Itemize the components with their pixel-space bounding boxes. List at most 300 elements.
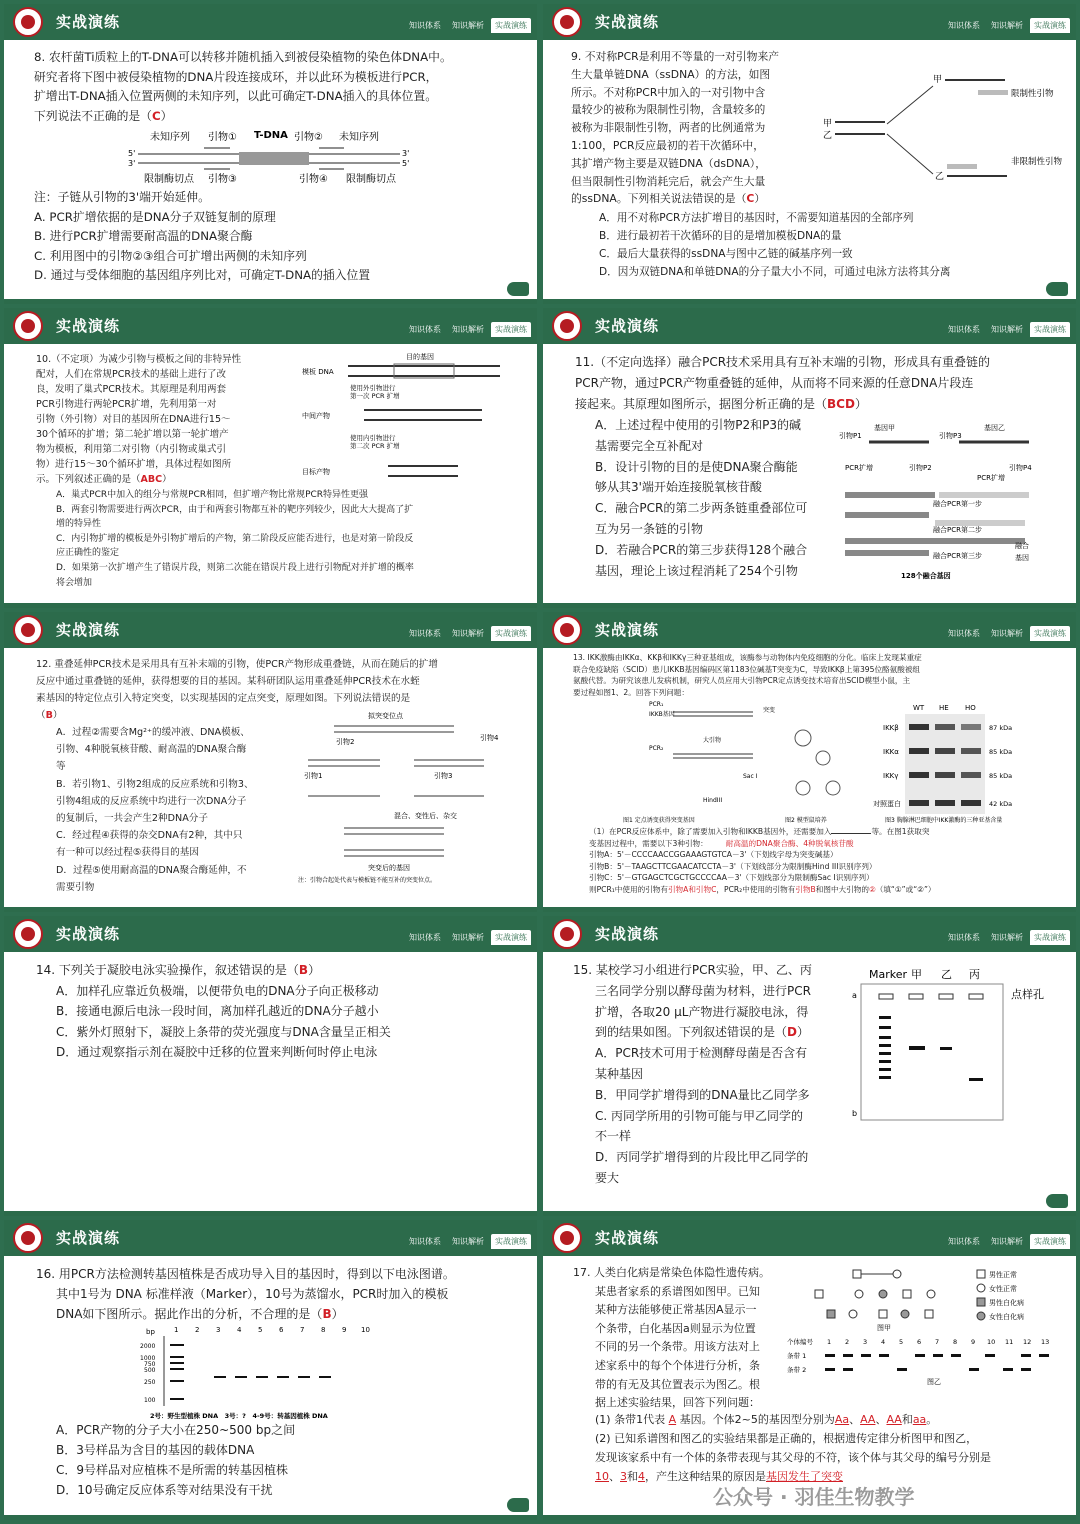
- label: 融合: [1015, 542, 1029, 550]
- tab-practice[interactable]: 实战演练: [491, 1234, 531, 1249]
- lane-number: 7: [300, 1326, 305, 1334]
- label: 目标产物: [302, 468, 330, 476]
- question-text: 30个循环的扩增；第二轮扩增以第一轮扩增产: [36, 429, 229, 440]
- question-text: 研究者将下图中被侵染植物的DNA片段连接成环，并以此环为模板进行PCR，: [34, 69, 438, 84]
- asymmetric-pcr-diagram: [823, 64, 1068, 194]
- school-logo: [552, 1223, 582, 1253]
- tab-knowledge-system[interactable]: 知识体系: [948, 1237, 980, 1246]
- slide-title: 实战演练: [56, 317, 121, 335]
- slide-q14: [4, 916, 537, 1216]
- label: 引物③: [208, 174, 237, 185]
- label: 目的基因: [406, 353, 434, 361]
- tdna-diagram: [124, 126, 424, 186]
- lane-number: 4: [237, 1326, 242, 1334]
- label: 乙: [823, 131, 833, 141]
- options: [56, 1420, 523, 1500]
- slide-q15: [543, 916, 1076, 1216]
- label: 拟突变位点: [368, 712, 403, 720]
- question-text: 述家系中的每个个体进行分析，条: [595, 1358, 760, 1372]
- label: 5': [128, 149, 136, 158]
- option-b: 的复制后，一共会产生2种DNA分子: [56, 813, 208, 825]
- tab-practice[interactable]: 实战演练: [1030, 1234, 1070, 1249]
- caption: 图3 胸腺淋巴细胞中IKK激酶的三种亚基含量: [885, 817, 1003, 824]
- label: 限制酶切点: [346, 174, 396, 185]
- question-text: 配对，人们在常规PCR技术的基础上进行了改: [36, 369, 226, 380]
- label: T-DNA: [254, 130, 288, 141]
- note: 注：子链从引物的3'端开始延伸。: [34, 190, 210, 204]
- next-pointer-icon[interactable]: [1046, 282, 1068, 296]
- label: 非限制性引物: [1011, 157, 1063, 167]
- label: 引物3: [434, 772, 453, 780]
- label: HE: [939, 704, 949, 712]
- individual-number: 1: [827, 1338, 832, 1346]
- option-a: A．过程②需要含Mg²⁺的缓冲液、DNA模板、: [56, 727, 250, 738]
- tab-practice[interactable]: 实战演练: [491, 626, 531, 641]
- label: PCR扩增: [977, 474, 1005, 482]
- label: 42 kDa: [989, 800, 1013, 808]
- individual-number: 11: [1005, 1338, 1014, 1346]
- option-b: B．3号样品为含目的基因的载体DNA: [56, 1443, 255, 1457]
- label: 注：引物合起处代表与模板链不能互补的突变位点。: [298, 877, 437, 884]
- option-a: 等: [56, 761, 66, 773]
- label: 丙: [969, 968, 980, 981]
- marker-size: 750: [144, 1361, 156, 1368]
- question-body: [573, 652, 1062, 698]
- paren: ）: [331, 1307, 344, 1321]
- tab-knowledge-analysis[interactable]: 知识解析: [452, 933, 484, 942]
- label: 引物④: [299, 174, 328, 185]
- label: 基因甲: [874, 424, 895, 432]
- label: 混合、变性后、杂交: [394, 812, 457, 820]
- slide-title: 实战演练: [56, 925, 121, 943]
- option-a: 某种基因: [595, 1066, 644, 1081]
- separator: 、: [875, 1413, 887, 1426]
- question-text: 带的有无及其位置表示为图乙。根: [595, 1377, 760, 1391]
- slide-q16: [4, 1220, 537, 1520]
- option-a: A．巢式PCR中加入的组分与常规PCR相同，但扩增产物比常规PCR特异性更强: [56, 490, 369, 500]
- slide-title: 实战演练: [595, 925, 660, 943]
- option-c: 有一种可以经过程⑤获得目的基因: [56, 847, 199, 859]
- option-c: C．内引物扩增的模板是外引物扩增后的产物，第二阶段反应能否进行，也是对第一阶段反: [56, 533, 414, 544]
- question-text: 14. 下列关于凝胶电泳实验操作，叙述错误的是（: [36, 963, 299, 977]
- label: 图甲: [877, 1324, 891, 1332]
- sub-questions: [589, 826, 1062, 896]
- label: IKKα: [883, 748, 899, 756]
- overlap-extension-diagram: [294, 710, 530, 886]
- tab-practice[interactable]: 实战演练: [491, 18, 531, 33]
- label: 引物P1: [839, 432, 862, 440]
- option-a: A．用不对称PCR方法扩增目的基因时，不需要知道基因的全部序列: [599, 212, 914, 224]
- individual-number: 13: [1041, 1338, 1050, 1346]
- slide-header: [543, 1220, 1076, 1256]
- question-text: 则PCR₁中使用的引物有: [589, 884, 668, 894]
- option-b: B．接通电源后电泳一段时间，离加样孔越近的DNA分子越小: [56, 1004, 379, 1019]
- slide-header: [543, 916, 1076, 952]
- question-text: 某患者家系的系谱图如图甲。已知: [595, 1284, 760, 1298]
- option-b: B．两套引物需要进行两次PCR，由于和两套引物都互补的靶序列较少，因此大大提高了扩: [56, 504, 414, 515]
- marker-size: 100: [144, 1397, 156, 1404]
- legend-label: 女性白化病: [989, 1313, 1024, 1321]
- answer: C: [746, 192, 755, 206]
- slide-title: 实战演练: [595, 13, 660, 31]
- tab-knowledge-analysis[interactable]: 知识解析: [452, 21, 484, 30]
- option-c: C．紫外灯照射下，凝胶上条带的荧光强度与DNA含量呈正相关: [56, 1024, 391, 1039]
- slide-header: [4, 1220, 537, 1256]
- separator: 和: [901, 1413, 913, 1426]
- answer: Aa: [834, 1413, 850, 1426]
- answer: C: [151, 108, 161, 123]
- separator: 、: [609, 1470, 620, 1483]
- paren: ）: [162, 474, 172, 485]
- label: 第一次 PCR 扩增: [350, 392, 400, 400]
- option-b: 够从其3'端开始连接脱氧核苷酸: [595, 480, 762, 495]
- question-text: 扩增出T-DNA插入位置两侧的未知序列，以此可确定T-DNA插入的具体位置。: [34, 89, 438, 103]
- paren: ）: [796, 1025, 809, 1040]
- question-body: [573, 960, 843, 1189]
- question-body: 12. 重叠延伸PCR技术是采用具有互补末端的引物，使PCR产物形成重叠链，从而在随后的扩增 反应中通过重叠链的延伸，获得想要的目的基因。某科研团队运用重叠延伸PCR技术在水蛭 素基因的特定位点引入特定突变，以实现基因的定点突变，原理如图。下列说法错误的是 （B）: [36, 656, 523, 724]
- question-text: 物）进行15～30个循环扩增，具体过程如图所: [36, 459, 232, 470]
- question-body: [573, 1264, 813, 1413]
- option-a: A．上述过程中使用的引物P2和P3的碱: [595, 418, 801, 432]
- tdna-segment: [239, 152, 309, 165]
- primer-a: 引物A：5'－CCCCAACCGGAAAGTGTCA－3'（下划线字母为突变碱基）: [589, 850, 838, 860]
- slide-title: 实战演练: [595, 1229, 660, 1247]
- slide-title: 实战演练: [56, 1229, 121, 1247]
- label: b: [852, 1109, 858, 1118]
- slide-header: [4, 308, 537, 344]
- tab-practice[interactable]: 实战演练: [491, 322, 531, 337]
- question-text: 氨酸代替。为研究该患儿发病机制，研究人员应用大引物PCR定点诱变技术培育出SCID模型小鼠，主: [573, 676, 911, 686]
- slide-header: [4, 916, 537, 952]
- marker-size: 250: [144, 1379, 156, 1386]
- answer: 耐高温的DNA聚合酶、4种脱氧核苷酸: [725, 838, 854, 848]
- tab-knowledge-analysis[interactable]: 知识解析: [452, 629, 484, 638]
- school-logo: [13, 1223, 43, 1253]
- options: [56, 488, 523, 590]
- school-logo: [13, 7, 43, 37]
- answer: ABC: [140, 474, 163, 485]
- label: 87 kDa: [989, 724, 1013, 732]
- caption: 图1 定点诱变获得突变基因: [623, 817, 695, 824]
- option-c: C．融合PCR的第二步两条链重叠部位可: [595, 501, 808, 516]
- slide-q10: [4, 308, 537, 608]
- individual-number: 10: [987, 1338, 996, 1346]
- label: 乙: [935, 172, 945, 182]
- gel-ladder-figure: [140, 1324, 400, 1420]
- individual-number: 7: [935, 1338, 940, 1346]
- tab-practice[interactable]: 实战演练: [1030, 930, 1070, 945]
- option-b: 引物4组成的反应系统中均进行一次DNA分子: [56, 795, 247, 807]
- label: 甲: [823, 119, 833, 129]
- tab-knowledge-system[interactable]: 知识体系: [948, 21, 980, 30]
- paren: ）: [754, 192, 766, 206]
- label: 引物①: [208, 132, 237, 143]
- options: [599, 209, 1062, 281]
- question-text: ，产生这种结果的原因是: [645, 1470, 766, 1483]
- question-text: 11.（不定向选择）融合PCR技术采用具有互补末端的引物，形成具有重叠链的: [575, 355, 991, 369]
- next-pointer-icon[interactable]: [507, 1498, 529, 1512]
- slide-q12: [4, 612, 537, 912]
- question-body: [571, 48, 826, 208]
- individual-number: 12: [1023, 1338, 1032, 1346]
- option-c: C．经过程④获得的杂交DNA有2种，其中只: [56, 830, 243, 842]
- label: 基因: [1015, 554, 1029, 562]
- school-logo: [552, 919, 582, 949]
- options: [595, 415, 835, 581]
- paren: ）: [160, 108, 173, 123]
- option-a: A．PCR技术可用于检测酵母菌是否含有: [595, 1046, 808, 1061]
- next-pointer-icon[interactable]: [507, 282, 529, 296]
- option-c: C. 利用图中的引物②③组合可扩增出两侧的未知序列: [34, 248, 307, 263]
- paren: ）: [854, 397, 867, 411]
- label: HindIII: [703, 797, 723, 804]
- option-b: B．进行最初若干次循环的目的是增加模板DNA的量: [599, 230, 842, 242]
- label: Marker: [869, 968, 908, 981]
- tab-knowledge-analysis[interactable]: 知识解析: [991, 325, 1023, 334]
- question-text: 其中1号为 DNA 标准样液（Marker），10号为蒸馏水，PCR时加入的模板: [56, 1287, 449, 1301]
- primer-b: 引物B：5'－TAAGCTTCGAACATCCTA－3'（下划线部分为限制酶Hind III识别序列）: [589, 861, 877, 871]
- answer: AA: [860, 1413, 876, 1426]
- question-text: 反应中通过重叠链的延伸，获得想要的目的基因。某科研团队运用重叠延伸PCR技术在水蛭: [36, 676, 420, 687]
- slide-title: 实战演练: [56, 621, 121, 639]
- option-b: B．若引物1、引物2组成的反应系统和引物3、: [56, 778, 254, 790]
- label: 乙: [941, 968, 952, 981]
- legend-label: 男性白化病: [989, 1299, 1024, 1307]
- slide-header: [543, 612, 1076, 648]
- option-a: A. PCR扩增依据的是DNA分子双链复制的原理: [34, 209, 276, 224]
- label: a: [852, 991, 857, 1000]
- label: 第二次 PCR 扩增: [350, 442, 400, 450]
- answer: A: [668, 1413, 677, 1426]
- question-text: 发现该家系中有一个体的条带表现与其父母的不符，该个体与其父母的编号分别是: [595, 1451, 991, 1464]
- question-text: 16. 用PCR方法检测转基因植株是否成功导入目的基因时，得到以下电泳图谱。: [36, 1267, 455, 1281]
- lane-number: 8: [321, 1326, 326, 1334]
- slide-q17: [543, 1220, 1076, 1520]
- answer: B: [322, 1307, 332, 1321]
- wechat-watermark: 公众号 · 羽佳生物教学: [713, 1485, 915, 1509]
- next-pointer-icon[interactable]: [1046, 1194, 1068, 1208]
- label: 未知序列: [339, 132, 379, 143]
- marker-size: 1000: [140, 1355, 156, 1362]
- option-a: 基需要完全互补配对: [595, 438, 704, 453]
- label: 中间产物: [302, 412, 330, 420]
- individual-number: 5: [899, 1338, 904, 1346]
- lane-number: 9: [342, 1326, 347, 1334]
- option-c: C．9号样品对应植株不是所需的转基因植株: [56, 1463, 289, 1477]
- label: 甲: [933, 75, 943, 85]
- question-text: 变基因过程中，需要以下3种引物：: [589, 838, 708, 848]
- question-text: 量较少的被称为限制性引物，含量较多的: [571, 103, 766, 117]
- tab-practice[interactable]: 实战演练: [1030, 626, 1070, 641]
- question-text: 但当限制性引物消耗完后，就会产生大量: [571, 174, 766, 188]
- answer: 3: [620, 1470, 627, 1483]
- question-text: 12. 重叠延伸PCR技术是采用具有互补末端的引物，使PCR产物形成重叠链，从而在随后的扩增: [36, 659, 438, 670]
- tab-practice[interactable]: 实战演练: [1030, 18, 1070, 33]
- option-b: B．设计引物的目的是使DNA聚合酶能: [595, 459, 798, 474]
- tab-practice[interactable]: 实战演练: [491, 930, 531, 945]
- option-d: D．若融合PCR的第三步获得128个融合: [595, 542, 808, 557]
- slide-title: 实战演练: [595, 317, 660, 335]
- slide-header: [4, 612, 537, 648]
- option-d: 将会增加: [56, 577, 93, 588]
- label: 未知序列: [150, 132, 190, 143]
- option-d: D．通过观察指示剂在凝胶中迁移的位置来判断何时停止电泳: [56, 1045, 378, 1060]
- label: PCR₂: [649, 745, 664, 752]
- question-text: 9. 不对称PCR是利用不等量的一对引物来产: [571, 50, 780, 63]
- lane-number: 5: [258, 1326, 263, 1334]
- tab-knowledge-system[interactable]: 知识体系: [948, 325, 980, 334]
- question-text: 所示。不对称PCR中加入的一对引物中含: [571, 85, 766, 99]
- question-text: 基因。个体2~5的基因型分别为: [679, 1413, 835, 1426]
- slide-title: 实战演练: [56, 13, 121, 31]
- legend-label: 男性正常: [989, 1271, 1017, 1279]
- question-text: 和图中大引物的: [815, 884, 869, 894]
- label: 限制酶切点: [144, 174, 194, 185]
- label: 对照蛋白: [873, 800, 901, 808]
- question-text: 良，发明了巢式PCR技术。其原理是利用两套: [36, 384, 226, 395]
- option-d: D．丙同学扩增得到的片段比甲乙同学的: [595, 1150, 809, 1165]
- label: PCR扩增: [845, 464, 873, 472]
- question-text: 素基因的特定位点引入特定突变，以实现基因的定点突变，原理如图。下列说法错误的是: [36, 693, 411, 704]
- tab-knowledge-system[interactable]: 知识体系: [409, 629, 441, 638]
- question-text: ，PCR₂中使用的引物有: [716, 884, 796, 894]
- label: 点样孔: [1011, 988, 1044, 1001]
- lane-number: 2: [195, 1326, 200, 1334]
- tab-knowledge-system[interactable]: 知识体系: [948, 933, 980, 942]
- question-body: [36, 1264, 523, 1324]
- option-c: 不一样: [595, 1129, 632, 1144]
- question-text: (2) 已知系谱图和图乙的实验结果都是正确的，根据遗传定律分析图甲和图乙，: [595, 1432, 978, 1445]
- separator: 和: [627, 1470, 638, 1483]
- tab-knowledge-system[interactable]: 知识体系: [409, 1237, 441, 1246]
- tab-knowledge-system[interactable]: 知识体系: [948, 629, 980, 638]
- tab-knowledge-system[interactable]: 知识体系: [409, 21, 441, 30]
- label: 引物4: [480, 734, 499, 742]
- school-logo: [552, 7, 582, 37]
- option-b: B．甲同学扩增得到的DNA量比乙同学多: [595, 1087, 810, 1102]
- answer: aa: [912, 1413, 927, 1426]
- individual-number: 6: [917, 1338, 922, 1346]
- question-text: 8. 农杆菌Ti质粒上的T-DNA可以转移并随机插入到被侵染植物的染色体DNA中。: [34, 50, 452, 64]
- school-logo: [552, 615, 582, 645]
- marker-size: 500: [144, 1367, 156, 1374]
- option-b: 增的特异性: [56, 519, 102, 530]
- option-a: 引物、4种脱氧核苷酸、耐高温的DNA聚合酶: [56, 744, 247, 756]
- option-d: D. 通过与受体细胞的基因组序列比对，可确定T-DNA的插入位置: [34, 268, 371, 282]
- tab-knowledge-analysis[interactable]: 知识解析: [991, 629, 1023, 638]
- answer: ②: [868, 884, 876, 894]
- individual-number: 4: [881, 1338, 886, 1346]
- question-text: (1) 条带1代表: [595, 1413, 666, 1426]
- fusion-pcr-diagram: [839, 420, 1069, 580]
- label: 大引物: [703, 737, 722, 744]
- question-text: 下列说法不正确的是（: [34, 108, 152, 123]
- option-d: D．10号确定反应体系等对结果没有干扰: [56, 1483, 273, 1497]
- question-text: 三名同学分别以酵母菌为材料，进行PCR: [595, 983, 811, 998]
- option-c: 互为另一条链的引物: [595, 521, 704, 536]
- slide-header: [4, 4, 537, 40]
- option-b: B. 进行PCR扩增需要耐高温的DNA聚合酶: [34, 229, 253, 243]
- label: 条带 1: [787, 1352, 807, 1360]
- label: 条带 2: [787, 1366, 807, 1374]
- question-text: （1）在PCR反应体系中，除了需要加入引物和IKKB基因外，还需要加入: [589, 827, 832, 836]
- tab-practice[interactable]: 实战演练: [1030, 322, 1070, 337]
- option-c: C. 丙同学所用的引物可能与甲乙同学的: [595, 1108, 804, 1123]
- option-d: D．因为双链DNA和单链DNA的分子量大小不同，可通过电泳方法将其分离: [599, 266, 951, 278]
- label: 85 kDa: [989, 748, 1013, 756]
- question-text: 某种方法能够使正常基因A显示一: [595, 1303, 757, 1317]
- answer: BCD: [827, 397, 855, 411]
- question-text: 据上述实验结果，回答下列问题：: [595, 1396, 760, 1410]
- tab-knowledge-system[interactable]: 知识体系: [409, 325, 441, 334]
- label: 3': [128, 159, 136, 168]
- label: 限制性引物: [1011, 89, 1054, 99]
- answer: 10: [595, 1470, 609, 1483]
- question-text: 扩增，各取20 μL产物进行凝胶电泳，得: [595, 1004, 809, 1019]
- tab-knowledge-analysis[interactable]: 知识解析: [991, 1237, 1023, 1246]
- individual-number: 2: [845, 1338, 850, 1346]
- label: PCR₁: [649, 701, 664, 708]
- answer: 4: [638, 1470, 645, 1483]
- option-d: D．过程⑤使用耐高温的DNA聚合酶延伸，不: [56, 864, 247, 876]
- option-d: 基因，理论上该过程消耗了254个引物: [595, 563, 798, 578]
- option-d: 要大: [595, 1170, 620, 1185]
- question-text: 个条带，白化基因a则显示为位置: [595, 1321, 756, 1335]
- primer-c: 引物C：5'－GTGAGCTCGCTGCCCCAA－3'（下划线部分为限制酶Sac I识别序列）: [589, 873, 874, 883]
- label: HO: [965, 704, 976, 712]
- label: 模板 DNA: [302, 368, 334, 376]
- label: Sac I: [743, 773, 758, 780]
- question-text: 10.（不定项）为减少引物与模板之间的非特异性: [36, 354, 242, 365]
- paren: ）: [308, 963, 321, 977]
- question-text: 1:100，PCR反应最初的若干次循环中，: [571, 138, 765, 152]
- answer: D: [787, 1025, 797, 1040]
- lane-number: 3: [216, 1326, 221, 1334]
- label: 融合PCR第三步: [933, 552, 982, 560]
- tab-knowledge-system[interactable]: 知识体系: [409, 933, 441, 942]
- lane-number: 10: [361, 1326, 370, 1334]
- lane-number: 6: [279, 1326, 284, 1334]
- caption: 图2 模型鼠培养: [785, 817, 827, 824]
- question-text: 接起来。其原理如图所示，据图分析正确的是（: [575, 397, 828, 411]
- marker-size: 2000: [140, 1343, 156, 1350]
- label: 突变后的基因: [368, 864, 410, 872]
- label: WT: [913, 704, 925, 712]
- option-a: A．PCR产物的分子大小在250~500 bp之间: [56, 1423, 296, 1437]
- label: 个体编号: [787, 1338, 813, 1346]
- tab-knowledge-analysis[interactable]: 知识解析: [452, 325, 484, 334]
- slide-q8: [4, 4, 537, 304]
- question-text: 物为模板，利用第二对引物（内引物或巢式引: [36, 444, 227, 455]
- question-text: 13. IKK激酶由IKKα、KKβ和IKKγ三种亚基组成，该酶参与动物体内免疫细胞的分化。临床上发现某重症: [573, 653, 922, 662]
- question-text: 不同的另一个条带。用该方法对上: [595, 1340, 760, 1354]
- question-text: 到的结果如图。下列叙述错误的是（: [595, 1025, 788, 1040]
- sub-questions: (1) 条带1代表 A 基因。个体2~5的基因型分别为Aa、AA、AA和aa。 (2) 已知系谱图和图乙的实验结果都是正确的，根据遗传定律分析图甲和图乙， 发现该家系中有一个体的条带表现与其父母的不符，该个体与其父母的编号分别是 10、3和4，产生这种结果的原因是基因发生了突变: [595, 1410, 1062, 1486]
- tab-knowledge-analysis[interactable]: 知识解析: [452, 1237, 484, 1246]
- label: 使用外引物进行: [350, 384, 396, 392]
- legend-label: 女性正常: [989, 1285, 1017, 1293]
- label: 3': [402, 149, 410, 158]
- label: 引物2: [336, 738, 355, 746]
- individual-number: 3: [863, 1338, 868, 1346]
- tab-knowledge-analysis[interactable]: 知识解析: [991, 21, 1023, 30]
- question-body: [575, 352, 1062, 415]
- option-c: C．最后大量获得的ssDNA与图中乙链的碱基序列一致: [599, 248, 853, 260]
- tab-knowledge-analysis[interactable]: 知识解析: [991, 933, 1023, 942]
- caption: 2号：野生型植株 DNA 3号：? 4-9号：转基因植株 DNA: [150, 1412, 328, 1420]
- question-text: 示。下列叙述正确的是（: [36, 474, 141, 485]
- label: 128个融合基因: [901, 572, 951, 580]
